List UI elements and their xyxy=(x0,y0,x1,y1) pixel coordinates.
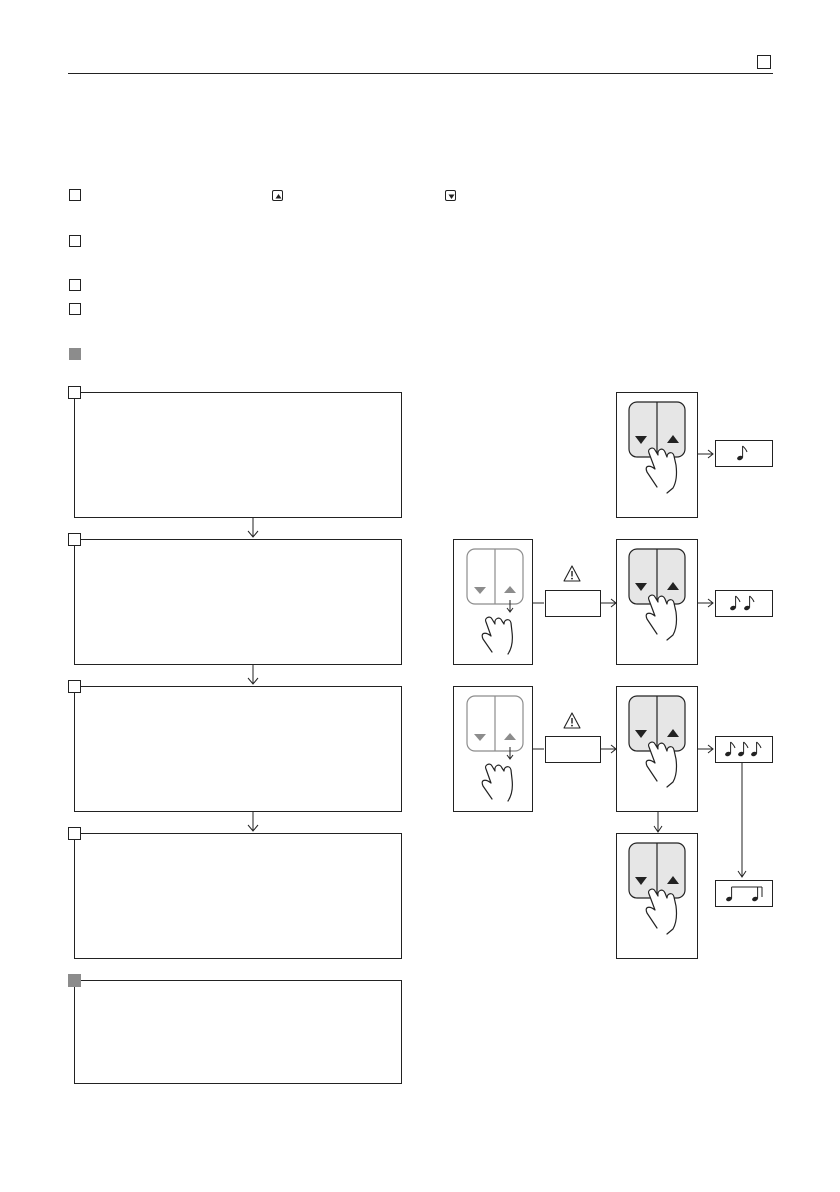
press-panel-1 xyxy=(616,392,698,518)
step-arrow-1 xyxy=(248,518,258,537)
press-panel-2 xyxy=(616,539,698,665)
pressing-hand-icon xyxy=(646,742,676,787)
pressing-hand-icon xyxy=(646,448,676,493)
press-panel-3 xyxy=(616,686,698,812)
time-label-box-2 xyxy=(545,736,601,763)
long-tone-icon xyxy=(716,881,772,906)
release-panel-2 xyxy=(453,539,533,665)
warning-triangle-icon xyxy=(563,565,581,582)
double-note-icon xyxy=(716,591,772,616)
warning-triangle-icon xyxy=(563,712,581,729)
pressing-hand-icon xyxy=(646,889,676,934)
step-arrow-3 xyxy=(248,812,258,831)
single-note-box xyxy=(715,440,773,467)
press-panel-4 xyxy=(616,833,698,959)
triple-note-box xyxy=(715,736,773,763)
triple-note-icon xyxy=(716,737,772,762)
pressing-hand-icon xyxy=(646,595,676,640)
step-arrow-2 xyxy=(248,665,258,684)
pressing-hand-icon xyxy=(482,764,512,801)
double-note-box xyxy=(715,590,773,617)
single-note-icon xyxy=(716,441,772,466)
long-tone-box xyxy=(715,880,773,907)
pressing-hand-icon xyxy=(482,617,512,654)
release-panel-3 xyxy=(453,686,533,812)
time-label-box-1 xyxy=(545,590,601,617)
